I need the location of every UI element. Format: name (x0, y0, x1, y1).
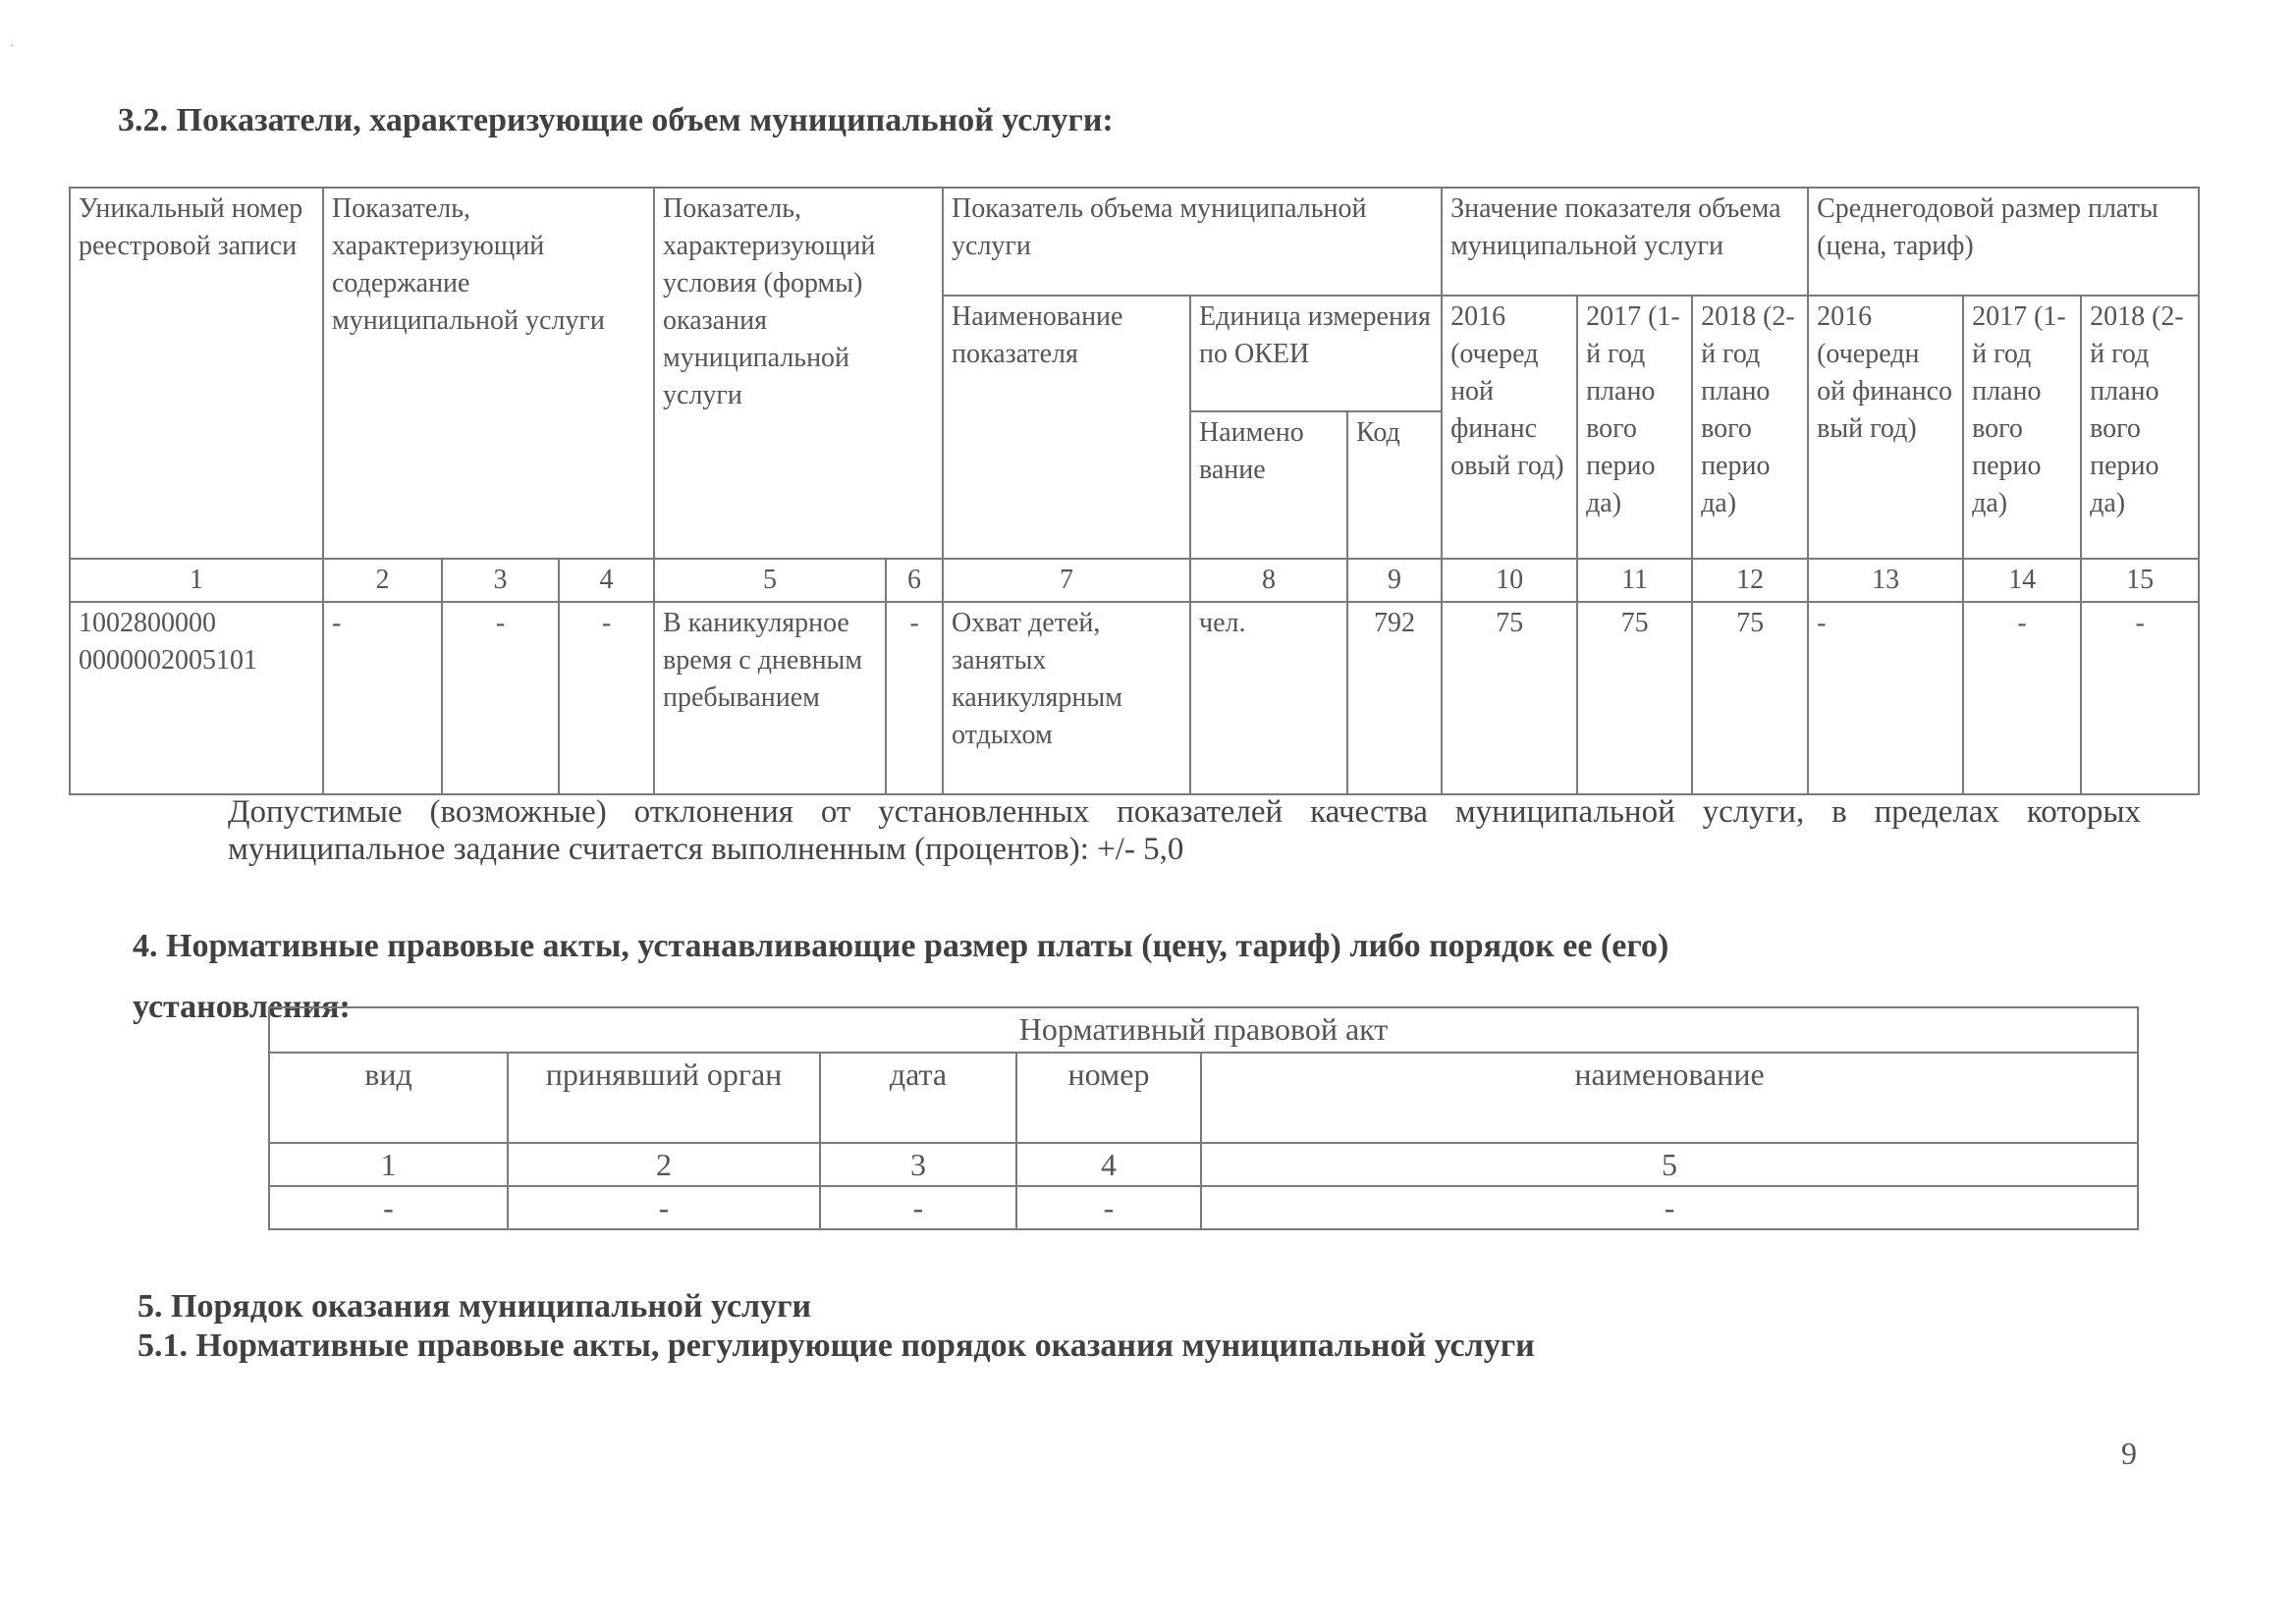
header-unique-number: Уникальный номер реестровой записи (70, 188, 323, 559)
col-index: 3 (820, 1143, 1016, 1186)
cell-fee-2016: - (1808, 602, 1963, 794)
section-5-1-title: 5.1. Нормативные правовые акты, регулирующие порядок оказания муниципальной услуги (137, 1327, 1535, 1364)
cell-dash: - (269, 1186, 508, 1229)
header-2017-volume: 2017 (1-й год плано вого перио да) (1577, 296, 1692, 559)
cell-value-2016: 75 (1442, 602, 1577, 794)
cell-c3: - (442, 602, 559, 794)
legal-act-title: Нормативный правовой акт (269, 1007, 2138, 1053)
cell-unique-number: 1002800000 0000002005101 (70, 602, 323, 794)
col-name: наименование (1201, 1053, 2138, 1143)
col-index: 5 (1201, 1143, 2138, 1186)
cell-value-2017: 75 (1577, 602, 1692, 794)
col-number: 12 (1692, 559, 1808, 602)
col-number: 4 (559, 559, 654, 602)
cell-fee-2017: - (1963, 602, 2081, 794)
deviation-note: Допустимые (возможные) отклонения от установленных показателей качества муниципальной услуги, в пределах которых муниципальное задание считается выполненным (процентов): +/- 5,0 (228, 794, 2141, 867)
cell-unit: чел. (1190, 602, 1347, 794)
col-index: 1 (269, 1143, 508, 1186)
header-2017-fee: 2017 (1-й год плано вого перио да) (1963, 296, 2081, 559)
page-number: 9 (2121, 1435, 2137, 1471)
col-number: 9 (1347, 559, 1442, 602)
header-2016-volume: 2016 (очеред ной финанс овый год) (1442, 296, 1577, 559)
section-3-2-title: 3.2. Показатели, характеризующие объем муниципальной услуги: (118, 102, 1114, 138)
section-4-title-line1: 4. Нормативные правовые акты, устанавливающие размер платы (цену, тариф) либо порядок ее (его) (133, 928, 1669, 964)
col-issuer: принявший орган (508, 1053, 820, 1143)
header-avg-fee: Среднегодовой размер платы (цена, тариф) (1808, 188, 2199, 296)
col-number: 3 (442, 559, 559, 602)
cell-c4: - (559, 602, 654, 794)
col-number: 7 (943, 559, 1190, 602)
col-number: 11 (1577, 559, 1692, 602)
col-number: 2 (323, 559, 442, 602)
header-unit-okei: Единица измерения по ОКЕИ (1190, 296, 1442, 411)
cell-c6: - (886, 602, 943, 794)
col-date: дата (820, 1053, 1016, 1143)
header-2018-volume: 2018 (2-й год плано вого перио да) (1692, 296, 1808, 559)
cell-dash: - (1016, 1186, 1201, 1229)
col-number: номер (1016, 1053, 1201, 1143)
col-type: вид (269, 1053, 508, 1143)
header-unit-code: Код (1347, 411, 1442, 559)
volume-indicators-table (69, 187, 2200, 795)
cell-code: 792 (1347, 602, 1442, 794)
header-volume-value: Значение показателя объема муниципальной услуги (1442, 188, 1808, 296)
col-number: 14 (1963, 559, 2081, 602)
section-5-title: 5. Порядок оказания муниципальной услуги (137, 1288, 812, 1325)
col-number: 15 (2081, 559, 2199, 602)
header-conditions-indicator: Показатель, характеризующий условия (формы) оказания муниципальной услуги (654, 188, 943, 559)
col-number: 1 (70, 559, 323, 602)
header-2018-fee: 2018 (2-й год плано вого перио да) (2081, 296, 2199, 559)
col-number: 8 (1190, 559, 1347, 602)
col-number: 13 (1808, 559, 1963, 602)
section-4-title-line2: установления: (133, 989, 351, 1025)
col-number: 5 (654, 559, 886, 602)
legal-acts-table (268, 1006, 2139, 1230)
cell-fee-2018: - (2081, 602, 2199, 794)
cell-value-2018: 75 (1692, 602, 1808, 794)
col-number: 10 (1442, 559, 1577, 602)
cell-dash: - (820, 1186, 1016, 1229)
header-indicator-name: Наименование показателя (943, 296, 1190, 559)
cell-conditions: В каникулярное время с дневным пребыванием (654, 602, 886, 794)
header-unit-name: Наимено вание (1190, 411, 1347, 559)
cell-indicator-name: Охват детей, занятых каникулярным отдыхом (943, 602, 1190, 794)
cell-dash: - (508, 1186, 820, 1229)
col-index: 2 (508, 1143, 820, 1186)
header-volume-indicator: Показатель объема муниципальной услуги (943, 188, 1442, 296)
header-2016-fee: 2016 (очередн ой финансо вый год) (1808, 296, 1963, 559)
header-content-indicator: Показатель, характеризующий содержание муниципальной услуги (323, 188, 654, 559)
col-number: 6 (886, 559, 943, 602)
cell-c2: - (323, 602, 442, 794)
col-index: 4 (1016, 1143, 1201, 1186)
cell-dash: - (1201, 1186, 2138, 1229)
scan-speck: · (10, 39, 15, 54)
